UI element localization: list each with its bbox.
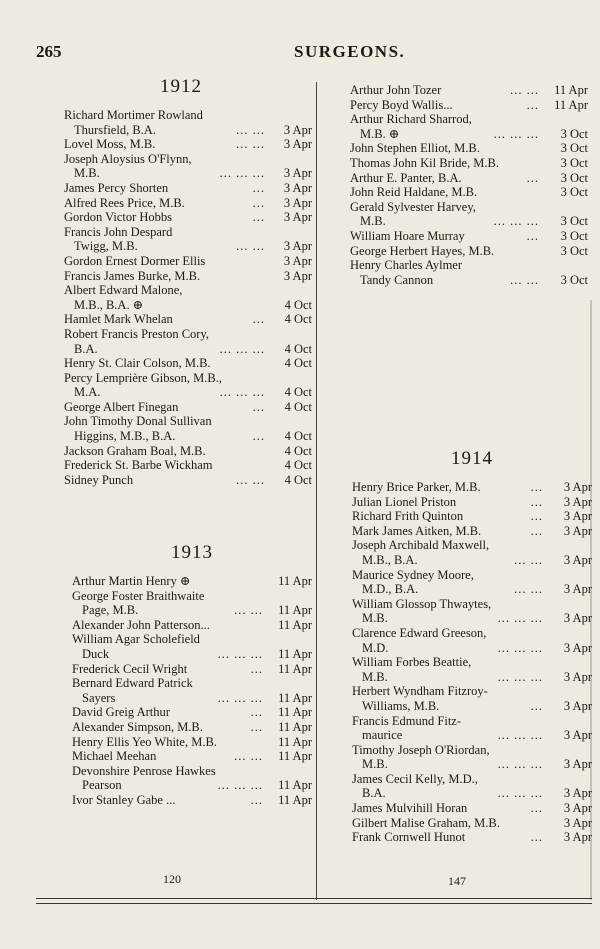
entry-name-continued: B.A. <box>362 786 386 801</box>
leader-dots: ... ... ... <box>497 611 543 626</box>
entry-date: 4 Oct <box>284 399 312 414</box>
register-entry <box>352 495 592 510</box>
register-entry <box>352 524 592 539</box>
entry-date: 3 Apr <box>563 582 592 597</box>
register-entry <box>64 356 312 371</box>
entry-name-continued: M.B. <box>362 669 388 684</box>
register-entry <box>352 597 592 626</box>
section-1912-left <box>64 76 312 487</box>
entry-name: Robert Francis Preston Cory, <box>64 326 210 341</box>
leader-dots: ... <box>250 719 263 734</box>
entry-date: 3 Apr <box>283 137 312 152</box>
leader-dots: ... ... ... <box>219 341 265 356</box>
entry-name: Gordon Ernest Dormer Ellis <box>64 253 206 268</box>
entry-date: 11 Apr <box>554 83 588 97</box>
leader-dots: ... ... <box>510 83 539 97</box>
entry-name: Percy Lemprière Gibson, M.B., <box>64 370 222 385</box>
entry-name: Timothy Joseph O'Riordan, <box>352 742 490 757</box>
entry-name: Francis Edmund Fitz- <box>352 713 462 728</box>
leader-dots: ... <box>530 698 543 713</box>
register-entry <box>352 538 592 567</box>
entry-date: 3 Oct <box>560 155 588 170</box>
register-entry <box>352 830 592 845</box>
entry-date: 11 Apr <box>278 617 312 632</box>
entry-name-continued: M.A. <box>74 385 101 400</box>
register-entry <box>72 589 312 618</box>
register-entry <box>352 743 592 772</box>
leader-dots: ... ... <box>514 552 543 567</box>
entry-date: 3 Apr <box>283 180 312 195</box>
register-entry <box>64 225 312 254</box>
register-entry <box>72 705 312 720</box>
entry-name-continued: Pearson <box>82 778 122 793</box>
entry-name: William Hoare Murray <box>350 228 465 243</box>
leader-dots: ... <box>252 399 265 414</box>
entry-date: 3 Apr <box>283 268 312 283</box>
register-entry <box>350 112 588 141</box>
entry-date: 3 Oct <box>560 228 588 243</box>
entry-name: Albert Edward Malone, <box>64 283 183 298</box>
entry-name: Mark James Aitken, M.B. <box>352 523 482 538</box>
entry-name: Gilbert Malise Graham, M.B. <box>352 815 500 830</box>
entry-name-continued: Williams, M.B. <box>362 698 440 713</box>
leader-dots: ... ... <box>514 582 543 597</box>
register-entry <box>64 196 312 211</box>
entry-name: Clarence Edward Greeson, <box>352 625 487 640</box>
entry-name: Henry Charles Aylmer <box>350 258 463 273</box>
entry-list-1912-left <box>64 108 312 487</box>
leader-dots: ... <box>526 228 539 243</box>
register-entry <box>72 720 312 735</box>
entry-date: 11 Apr <box>278 690 312 705</box>
bottom-rule-secondary <box>36 903 592 904</box>
leader-dots: ... ... ... <box>493 126 539 141</box>
register-entry <box>64 283 312 312</box>
entry-date: 3 Oct <box>560 214 588 229</box>
leader-dots: ... <box>530 509 543 524</box>
entry-date: 3 Apr <box>283 253 312 268</box>
section-1914 <box>352 448 592 845</box>
register-entry <box>64 152 312 181</box>
register-entry <box>64 210 312 225</box>
entry-name: Thomas John Kil Bride, M.B. <box>350 155 499 170</box>
entry-name: Richard Mortimer Rowland <box>64 108 203 122</box>
entry-name: James Percy Shorten <box>64 180 169 195</box>
entry-date: 3 Apr <box>283 210 312 225</box>
entry-date: 11 Apr <box>278 778 312 793</box>
entry-date: 3 Apr <box>563 830 592 845</box>
entry-name-continued: Duck <box>82 646 110 661</box>
entry-list-1913 <box>72 574 312 808</box>
leader-dots: ... ... <box>236 122 265 137</box>
register-entry <box>352 772 592 801</box>
leader-dots: ... ... <box>236 472 265 487</box>
entry-date: 3 Apr <box>563 815 592 830</box>
entry-name: Gordon Victor Hobbs <box>64 210 173 225</box>
entry-name: Herbert Wyndham Fitzroy- <box>352 684 488 699</box>
entry-date: 11 Apr <box>278 749 312 764</box>
entry-name: James Cecil Kelly, M.D., <box>352 771 478 786</box>
entry-date: 3 Apr <box>563 669 592 684</box>
register-entry <box>72 735 312 750</box>
leader-dots: ... <box>530 830 543 845</box>
register-entry <box>350 185 588 200</box>
entry-name: John Stephen Elliot, M.B. <box>350 141 480 156</box>
register-entry <box>352 568 592 597</box>
entry-date: 3 Apr <box>563 552 592 567</box>
folio-left: 120 <box>163 872 181 886</box>
entry-name: Arthur Martin Henry ⊕ <box>72 574 191 588</box>
entry-date: 3 Apr <box>563 480 592 494</box>
leader-dots: ... <box>530 480 543 494</box>
bottom-rule <box>36 898 592 899</box>
entry-name: Henry Brice Parker, M.B. <box>352 480 481 494</box>
entry-name: Maurice Sydney Moore, <box>352 567 474 582</box>
leader-dots: ... <box>252 195 265 210</box>
leader-dots: ... <box>252 429 265 444</box>
entry-name: Bernard Edward Patrick <box>72 676 193 691</box>
entry-date: 3 Apr <box>563 801 592 816</box>
entry-date: 11 Apr <box>278 705 312 720</box>
entry-name: William Forbes Beattie, <box>352 655 472 670</box>
register-entry <box>350 229 588 244</box>
entry-name: Sidney Punch <box>64 472 134 487</box>
entry-date: 3 Apr <box>283 122 312 137</box>
entry-date: 3 Apr <box>563 757 592 772</box>
register-entry <box>64 327 312 356</box>
entry-name-continued: Twigg, M.B. <box>74 239 138 254</box>
leader-dots: ... <box>526 170 539 185</box>
register-entry <box>72 764 312 793</box>
register-entry <box>350 156 588 171</box>
leader-dots: ... ... ... <box>497 757 543 772</box>
entry-name: Devonshire Penrose Hawkes <box>72 763 216 778</box>
leader-dots: ... ... ... <box>217 690 263 705</box>
entry-name: George Herbert Hayes, M.B. <box>350 243 495 258</box>
entry-date: 3 Apr <box>563 523 592 538</box>
entry-name: Michael Meehan <box>72 749 157 764</box>
year-heading-1913: 1913 <box>171 542 213 563</box>
leader-dots: ... ... ... <box>497 669 543 684</box>
entry-date: 11 Apr <box>278 603 312 618</box>
entry-name-continued: M.B. <box>74 166 100 181</box>
leader-dots: ... ... <box>510 272 539 287</box>
register-entry <box>350 171 588 186</box>
page-number: 265 <box>36 42 62 61</box>
register-entry <box>352 714 592 743</box>
entry-date: 4 Oct <box>284 472 312 487</box>
register-entry <box>350 98 588 113</box>
entry-name-continued: maurice <box>362 728 403 743</box>
entry-name: John Timothy Donal Sullivan <box>64 414 212 429</box>
entry-name: Jackson Graham Boal, M.B. <box>64 443 206 458</box>
entry-name: Frederick Cecil Wright <box>72 661 188 676</box>
entry-name-continued: M.B., B.A. <box>362 552 418 567</box>
entry-name: Henry St. Clair Colson, M.B. <box>64 356 211 371</box>
register-entry <box>352 626 592 655</box>
leader-dots: ... <box>530 523 543 538</box>
entry-list-1912-right <box>350 83 588 287</box>
entry-name-continued: M.B. ⊕ <box>360 126 400 141</box>
register-entry <box>72 618 312 633</box>
entry-date: 4 Oct <box>284 356 312 371</box>
entry-name: Francis James Burke, M.B. <box>64 268 201 283</box>
leader-dots: ... ... ... <box>217 646 263 661</box>
register-entry <box>72 793 312 808</box>
leader-dots: ... ... ... <box>497 640 543 655</box>
entry-date: 3 Oct <box>560 126 588 141</box>
entry-date: 3 Apr <box>283 195 312 210</box>
leader-dots: ... <box>252 180 265 195</box>
register-entry <box>352 684 592 713</box>
entry-name-continued: M.D., B.A. <box>362 582 419 597</box>
register-entry <box>350 244 588 259</box>
entry-date: 3 Apr <box>563 611 592 626</box>
entry-name-continued: B.A. <box>74 341 98 356</box>
entry-name-continued: Higgins, M.B., B.A. <box>74 429 176 444</box>
register-entry <box>64 108 312 137</box>
entry-date: 11 Apr <box>554 97 588 112</box>
entry-name: David Greig Arthur <box>72 705 170 720</box>
leader-dots: ... ... ... <box>497 728 543 743</box>
register-entry <box>64 371 312 400</box>
entry-name: George Foster Braithwaite <box>72 588 205 603</box>
entry-name: Lovel Moss, M.B. <box>64 137 156 152</box>
entry-date: 3 Oct <box>560 141 588 156</box>
entry-name-continued: Thursfield, B.A. <box>74 122 156 137</box>
entry-name: Joseph Aloysius O'Flynn, <box>64 151 192 166</box>
leader-dots: ... ... ... <box>217 778 263 793</box>
entry-date: 3 Apr <box>563 698 592 713</box>
register-entry <box>350 83 588 98</box>
entry-name: Alfred Rees Price, M.B. <box>64 195 185 210</box>
entry-name: Julian Lionel Priston <box>352 494 457 509</box>
register-entry <box>64 400 312 415</box>
entry-date: 3 Apr <box>563 494 592 509</box>
leader-dots: ... ... ... <box>219 385 265 400</box>
column-divider <box>316 82 317 900</box>
register-entry <box>352 801 592 816</box>
register-entry <box>350 200 588 229</box>
register-entry <box>352 480 592 495</box>
register-entry <box>72 632 312 661</box>
entry-date: 3 Oct <box>560 185 588 200</box>
entry-date: 3 Apr <box>283 166 312 181</box>
register-entry <box>352 816 592 831</box>
entry-date: 3 Oct <box>560 243 588 258</box>
leader-dots: ... <box>530 494 543 509</box>
entry-name-continued: M.B. <box>362 757 388 772</box>
entry-name: John Reid Haldane, M.B. <box>350 185 478 200</box>
register-entry <box>64 312 312 327</box>
entry-date: 11 Apr <box>278 646 312 661</box>
entry-name: George Albert Finegan <box>64 399 179 414</box>
section-1913 <box>72 542 312 808</box>
leader-dots: ... ... <box>236 239 265 254</box>
leader-dots: ... ... ... <box>497 786 543 801</box>
register-entry <box>64 473 312 488</box>
entry-name-continued: Sayers <box>82 690 116 705</box>
register-entry <box>64 444 312 459</box>
register-entry <box>72 749 312 764</box>
entry-date: 3 Apr <box>563 728 592 743</box>
leader-dots: ... <box>530 801 543 816</box>
leader-dots: ... ... <box>236 137 265 152</box>
register-entry <box>352 655 592 684</box>
entry-name: Arthur John Tozer <box>350 83 442 97</box>
entry-date: 3 Apr <box>283 239 312 254</box>
entry-date: 11 Apr <box>278 574 312 588</box>
leader-dots: ... ... <box>234 603 263 618</box>
entry-date: 11 Apr <box>278 792 312 807</box>
entry-date: 3 Oct <box>560 272 588 287</box>
entry-date: 3 Oct <box>560 170 588 185</box>
entry-name: Arthur E. Panter, B.A. <box>350 170 462 185</box>
entry-name-continued: M.B. <box>360 214 386 229</box>
entry-name: James Mulvihill Horan <box>352 801 468 816</box>
year-heading-1912: 1912 <box>160 76 202 97</box>
entry-date: 11 Apr <box>278 734 312 749</box>
section-1912-right <box>350 83 588 287</box>
entry-list-1914 <box>352 480 592 845</box>
entry-name-continued: Page, M.B. <box>82 603 139 618</box>
entry-name: Gerald Sylvester Harvey, <box>350 199 476 214</box>
entry-name: Ivor Stanley Gabe ... <box>72 792 176 807</box>
entry-date: 4 Oct <box>284 385 312 400</box>
register-entry <box>64 269 312 284</box>
entry-name: William Agar Scholefield <box>72 632 200 647</box>
leader-dots: ... ... <box>234 749 263 764</box>
entry-name: Arthur Richard Sharrod, <box>350 112 472 127</box>
folio-right: 147 <box>448 874 466 888</box>
entry-date: 4 Oct <box>284 297 312 312</box>
leader-dots: ... ... ... <box>493 214 539 229</box>
entry-name: Joseph Archibald Maxwell, <box>352 538 490 553</box>
register-entry <box>350 258 588 287</box>
entry-name: Henry Ellis Yeo White, M.B. <box>72 734 217 749</box>
register-entry <box>72 574 312 589</box>
entry-date: 3 Apr <box>563 786 592 801</box>
entry-date: 11 Apr <box>278 661 312 676</box>
register-entry <box>350 141 588 156</box>
page-header <box>36 42 556 64</box>
entry-date: 11 Apr <box>278 719 312 734</box>
entry-date: 4 Oct <box>284 443 312 458</box>
register-entry <box>352 509 592 524</box>
entry-name: Frederick St. Barbe Wickham <box>64 458 213 473</box>
register-entry <box>64 181 312 196</box>
running-title: SURGEONS. <box>294 42 406 61</box>
entry-date: 3 Apr <box>563 640 592 655</box>
entry-name: Alexander John Patterson... <box>72 617 210 632</box>
leader-dots: ... <box>252 312 265 327</box>
entry-name-continued: Tandy Cannon <box>360 272 434 287</box>
entry-name: Francis John Despard <box>64 224 173 239</box>
register-entry <box>72 676 312 705</box>
entry-name-continued: M.D. <box>362 640 389 655</box>
entry-name: William Glossop Thwaytes, <box>352 596 492 611</box>
entry-name: Richard Frith Quinton <box>352 509 464 524</box>
register-entry <box>64 254 312 269</box>
entry-date: 4 Oct <box>284 312 312 327</box>
entry-name: Hamlet Mark Whelan <box>64 312 173 327</box>
entry-date: 4 Oct <box>284 341 312 356</box>
leader-dots: ... <box>250 661 263 676</box>
leader-dots: ... <box>250 792 263 807</box>
leader-dots: ... ... ... <box>219 166 265 181</box>
entry-name-continued: M.B., B.A. ⊕ <box>74 297 144 312</box>
leader-dots: ... <box>526 97 539 112</box>
register-entry <box>64 414 312 443</box>
entry-name: Alexander Simpson, M.B. <box>72 719 203 734</box>
leader-dots: ... <box>250 705 263 720</box>
register-entry <box>72 662 312 677</box>
entry-name: Percy Boyd Wallis... <box>350 97 453 112</box>
year-heading-1914: 1914 <box>451 448 493 469</box>
register-entry <box>64 458 312 473</box>
entry-date: 3 Apr <box>563 509 592 524</box>
entry-name: Frank Cornwell Hunot <box>352 830 466 845</box>
entry-name-continued: M.B. <box>362 611 388 626</box>
entry-date: 4 Oct <box>284 458 312 473</box>
leader-dots: ... <box>252 210 265 225</box>
entry-date: 4 Oct <box>284 429 312 444</box>
register-entry <box>64 137 312 152</box>
